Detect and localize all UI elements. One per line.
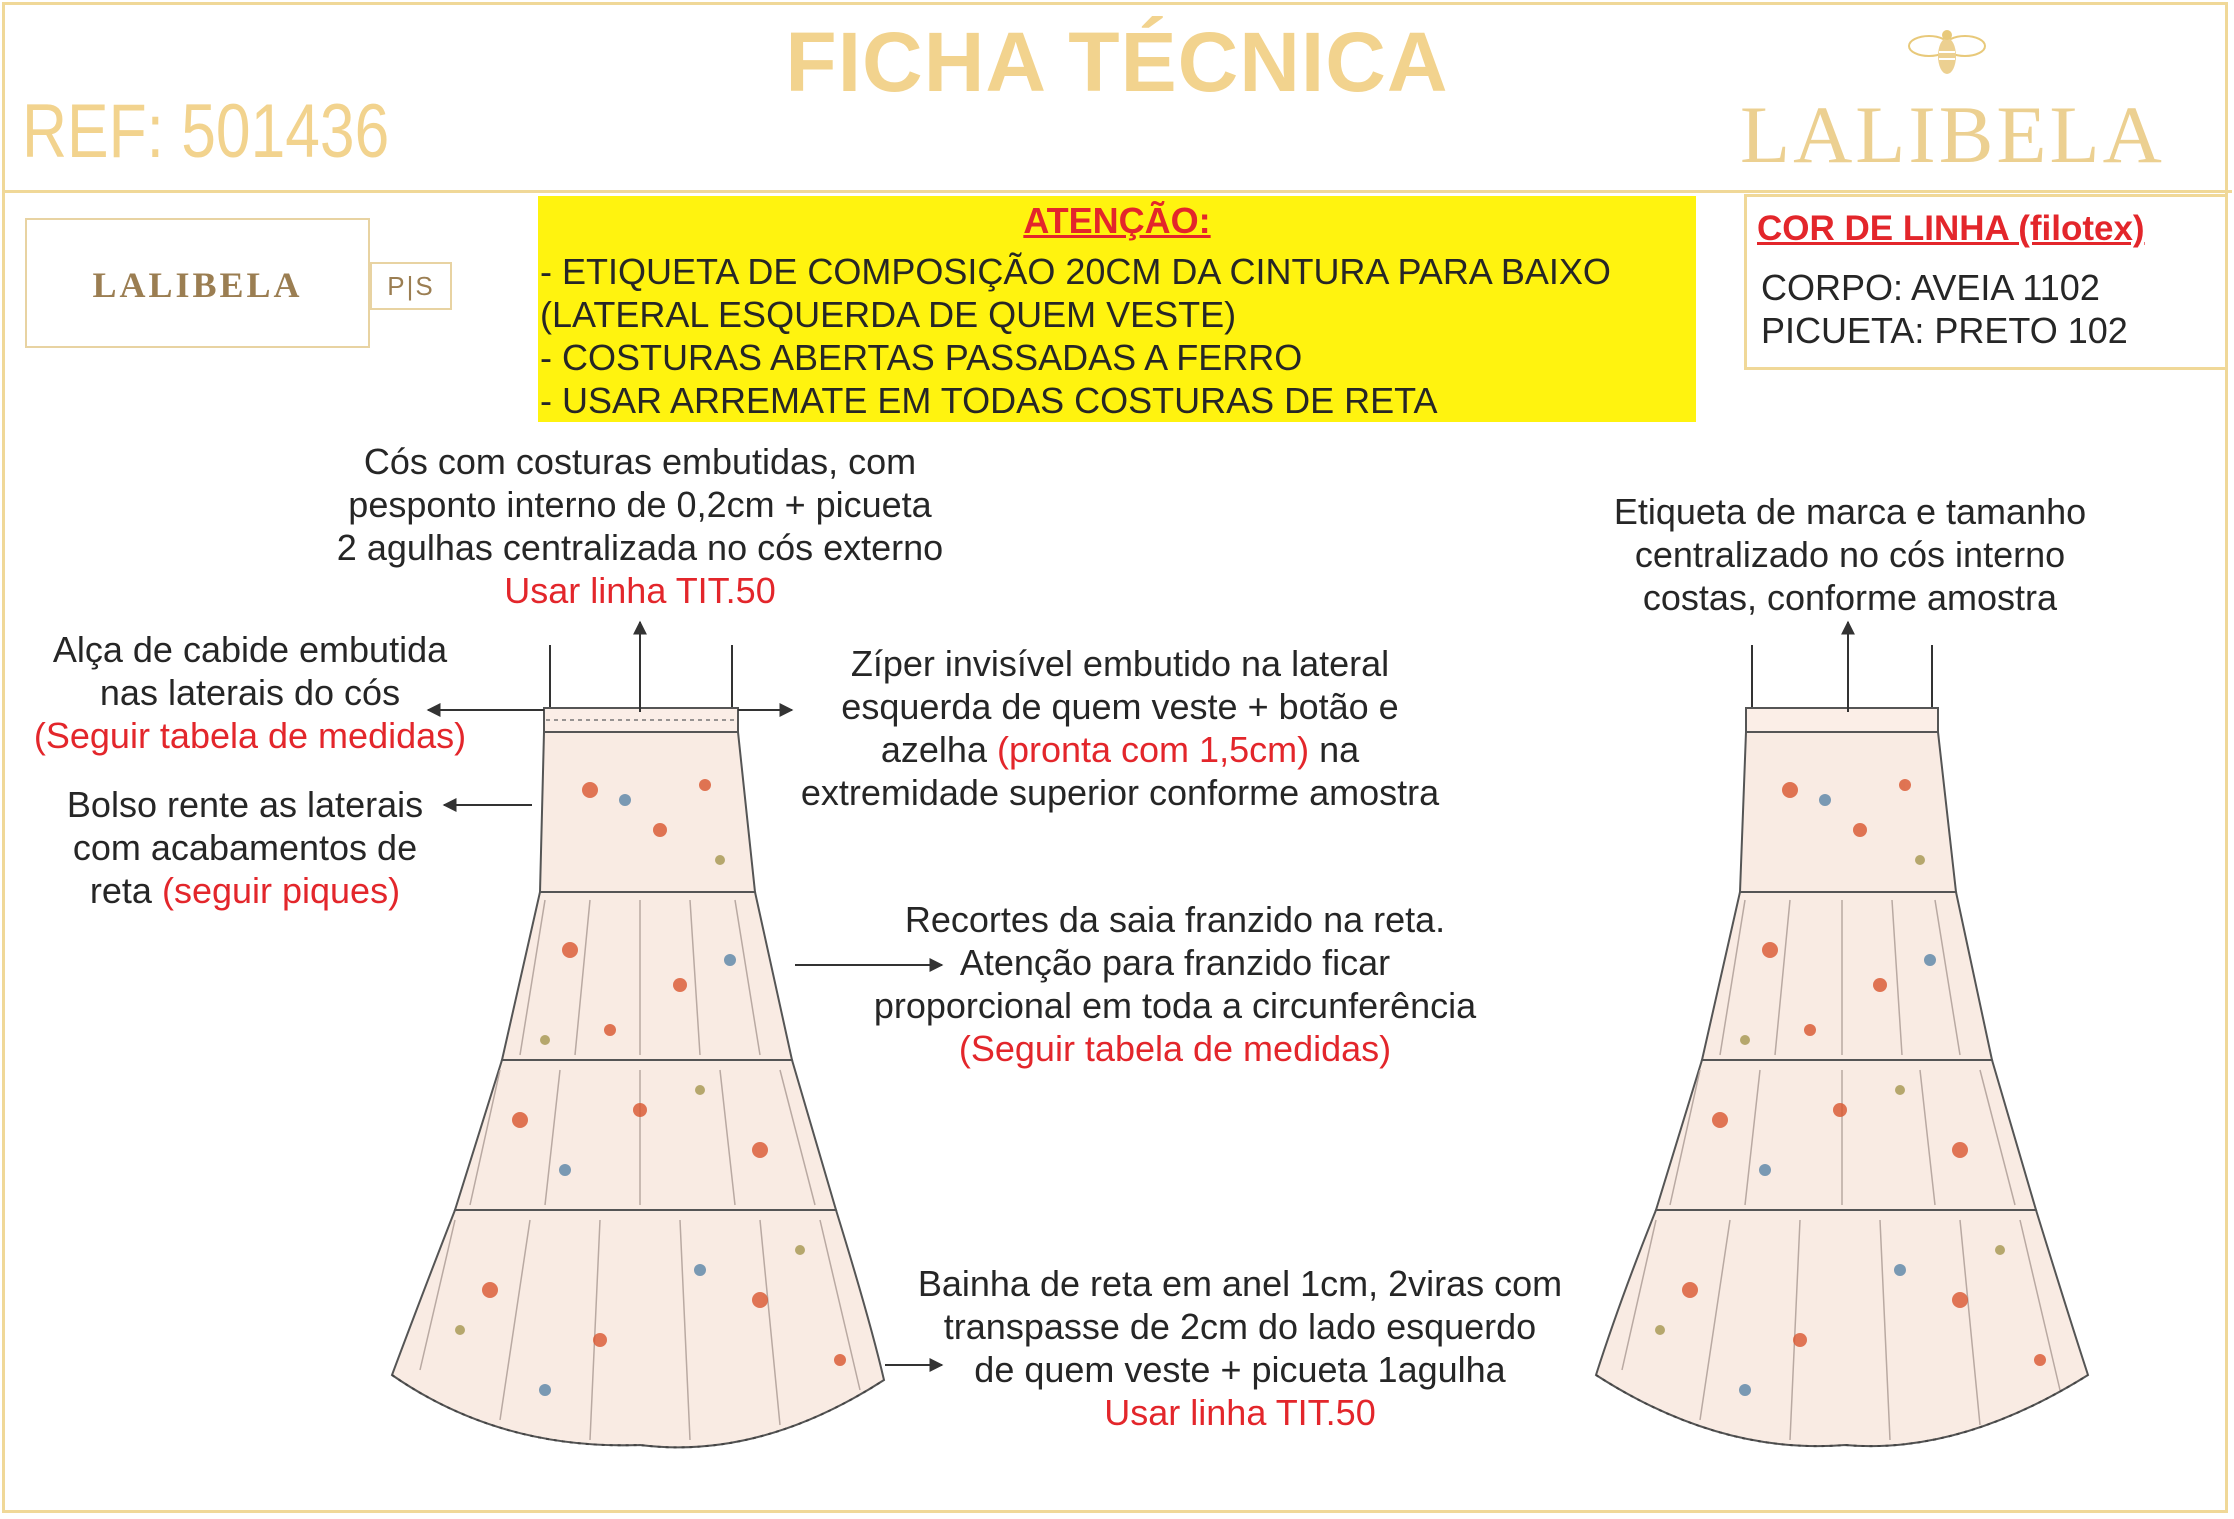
attention-line: (LATERAL ESQUERDA DE QUEM VESTE) — [540, 294, 1237, 335]
attention-title: ATENÇÃO: — [1023, 200, 1211, 241]
annotation-line: Zíper invisível embutido na lateral — [850, 643, 1390, 684]
label-brand-text: LALIBELA — [92, 265, 303, 305]
annotation-red-note: (pronta com 1,5cm) — [996, 729, 1310, 770]
annotation-line: extremidade superior conforme amostra — [800, 772, 1440, 813]
size-label-sample: P|S — [370, 262, 452, 310]
skirt-back-drawing — [1596, 645, 2088, 1446]
annotation-line: Cós com costuras embutidas, com — [363, 441, 917, 482]
reference-code: REF: 501436 — [22, 89, 390, 174]
annotation-line: nas laterais do cós — [99, 672, 401, 713]
attention-line: - ETIQUETA DE COMPOSIÇÃO 20CM DA CINTURA PARA BAIXO — [540, 251, 1611, 292]
annotation-red-note: (Seguir tabela de medidas) — [958, 1028, 1392, 1069]
annotation-line: com acabamentos de — [72, 827, 418, 868]
annotation-red-note: Usar linha TIT.50 — [504, 570, 776, 611]
attention-line: - COSTURAS ABERTAS PASSADAS A FERRO — [540, 337, 1303, 378]
annotation-line: Atenção para franzido ficar — [959, 942, 1391, 983]
page-title: FICHA TÉCNICA — [785, 15, 1449, 109]
thread-color-picot: PICUETA: PRETO 102 — [1761, 310, 2128, 351]
annotation-line: Bolso rente as laterais — [66, 784, 424, 825]
annotation-line: pesponto interno de 0,2cm + picueta — [348, 484, 932, 525]
tiers-annotation — [830, 898, 1520, 1070]
hanger-loop-annotation — [10, 628, 490, 757]
brand-logo: LALIBELA — [1740, 89, 2165, 180]
brand-label-annotation — [1570, 490, 2130, 619]
annotation-line: costas, conforme amostra — [1642, 577, 2058, 618]
annotation-line — [760, 728, 1480, 771]
annotation-red-note: Usar linha TIT.50 — [1104, 1392, 1376, 1433]
thread-color-body: CORPO: AVEIA 1102 — [1761, 267, 2100, 308]
waistband-annotation — [312, 440, 968, 612]
annotation-line: esquerda de quem veste + botão e — [841, 686, 1399, 727]
thread-color-title: COR DE LINHA (filotex) — [1757, 209, 2145, 248]
annotation-line: Recortes da saia franzido na reta. — [904, 899, 1446, 940]
annotation-line: Bainha de reta em anel 1cm, 2viras com — [917, 1263, 1563, 1304]
annotation-line: centralizado no cós interno — [1634, 534, 2066, 575]
zipper-annotation — [760, 642, 1480, 814]
annotation-text: azelha — [880, 729, 997, 770]
annotation-text: reta — [89, 870, 162, 911]
annotation-line: Alça de cabide embutida — [52, 629, 448, 670]
pocket-annotation — [30, 783, 460, 912]
hem-annotation — [880, 1262, 1600, 1434]
annotation-text: na — [1309, 729, 1360, 770]
annotation-line: transpasse de 2cm do lado esquerdo — [943, 1306, 1537, 1347]
annotation-line: proporcional em toda a circunferência — [873, 985, 1477, 1026]
annotation-line: Etiqueta de marca e tamanho — [1613, 491, 2087, 532]
annotation-red-note: (seguir piques) — [161, 870, 401, 911]
attention-line: - USAR ARREMATE EM TODAS COSTURAS DE RETA — [540, 380, 1438, 421]
annotation-line: de quem veste + picueta 1agulha — [974, 1349, 1506, 1390]
annotation-line: 2 agulhas centralizada no cós externo — [336, 527, 944, 568]
annotation-line — [30, 869, 460, 912]
annotation-red-note: (Seguir tabela de medidas) — [33, 715, 467, 756]
